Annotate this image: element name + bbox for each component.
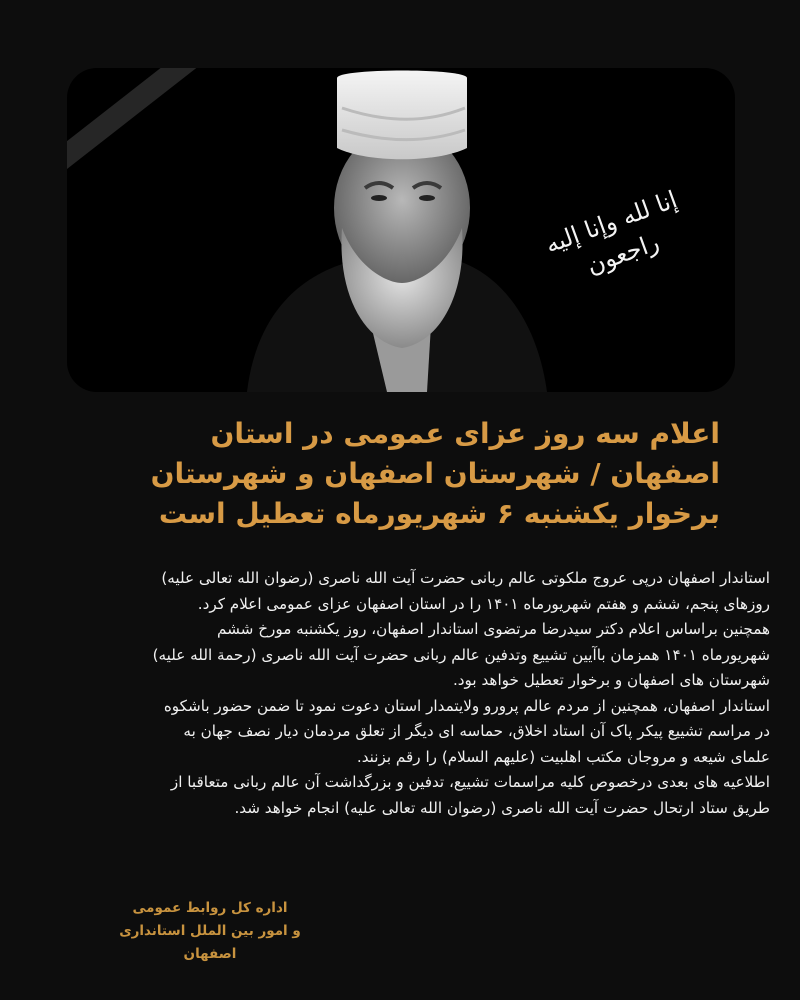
- signature: [95, 897, 325, 966]
- body-line: اطلاعیه های بعدی درخصوص کلیه مراسمات تشییع، تدفین و بزرگداشت آن عالم ربانی متعاقبا از: [170, 773, 770, 791]
- calligraphy-text: إنا لله وإنا إليه راجعون: [541, 185, 681, 280]
- announcement-body: [28, 566, 770, 821]
- photo-panel: [67, 68, 735, 392]
- body-line: شهرستان های اصفهان و برخوار تعطیل خواهد بود.: [452, 671, 770, 689]
- body-line: در مراسم تشییع پیکر پاک آن استاد اخلاق، حماسه ای دیگر از تعلق مردمان دیار نصف جهان به: [183, 722, 770, 740]
- announcement-title: [150, 414, 720, 534]
- body-line: همچنین براساس اعلام دکتر سیدرضا مرتضوی استاندار اصفهان، روز یکشنبه مورخ ششم: [217, 620, 770, 638]
- title-line: اعلام سه روز عزای عمومی در استان: [210, 417, 720, 450]
- cleric-portrait: [217, 68, 547, 392]
- body-line: استاندار اصفهان، همچنین از مردم عالم پرورو ولایتمدار استان دعوت نمود تا ضمن حضور باشکوه: [163, 696, 770, 715]
- signature-line: اداره کل روابط عمومی: [132, 900, 288, 916]
- body-line: استاندار اصفهان درپی عروج ملکوتی عالم ربانی حضرت آیت الله ناصری (رضوان الله تعالی علیه): [161, 569, 770, 587]
- body-line: شهریورماه ۱۴۰۱ همزمان باآیین تشییع وتدفین عالم ربانی حضرت آیت الله ناصری (رحمة الله علیه): [152, 645, 770, 664]
- title-line: اصفهان / شهرستان اصفهان و شهرستان: [150, 457, 720, 490]
- calligraphy-emblem: [522, 143, 712, 333]
- signature-line: و امور بین الملل استانداری اصفهان: [119, 923, 301, 962]
- body-line: طریق ستاد ارتحال حضرت آیت الله ناصری (رضوان الله تعالی علیه) انجام خواهد شد.: [234, 798, 770, 817]
- title-line: برخوار یکشنبه ۶ شهریورماه تعطیل است: [158, 497, 720, 530]
- body-line: روزهای پنجم، ششم و هفتم شهریورماه ۱۴۰۱ را در استان اصفهان عزای عمومی اعلام کرد.: [197, 594, 770, 613]
- body-line: علمای شیعه و مروجان مکتب اهلبیت (علیهم السلام) را رقم بزنند.: [356, 747, 770, 766]
